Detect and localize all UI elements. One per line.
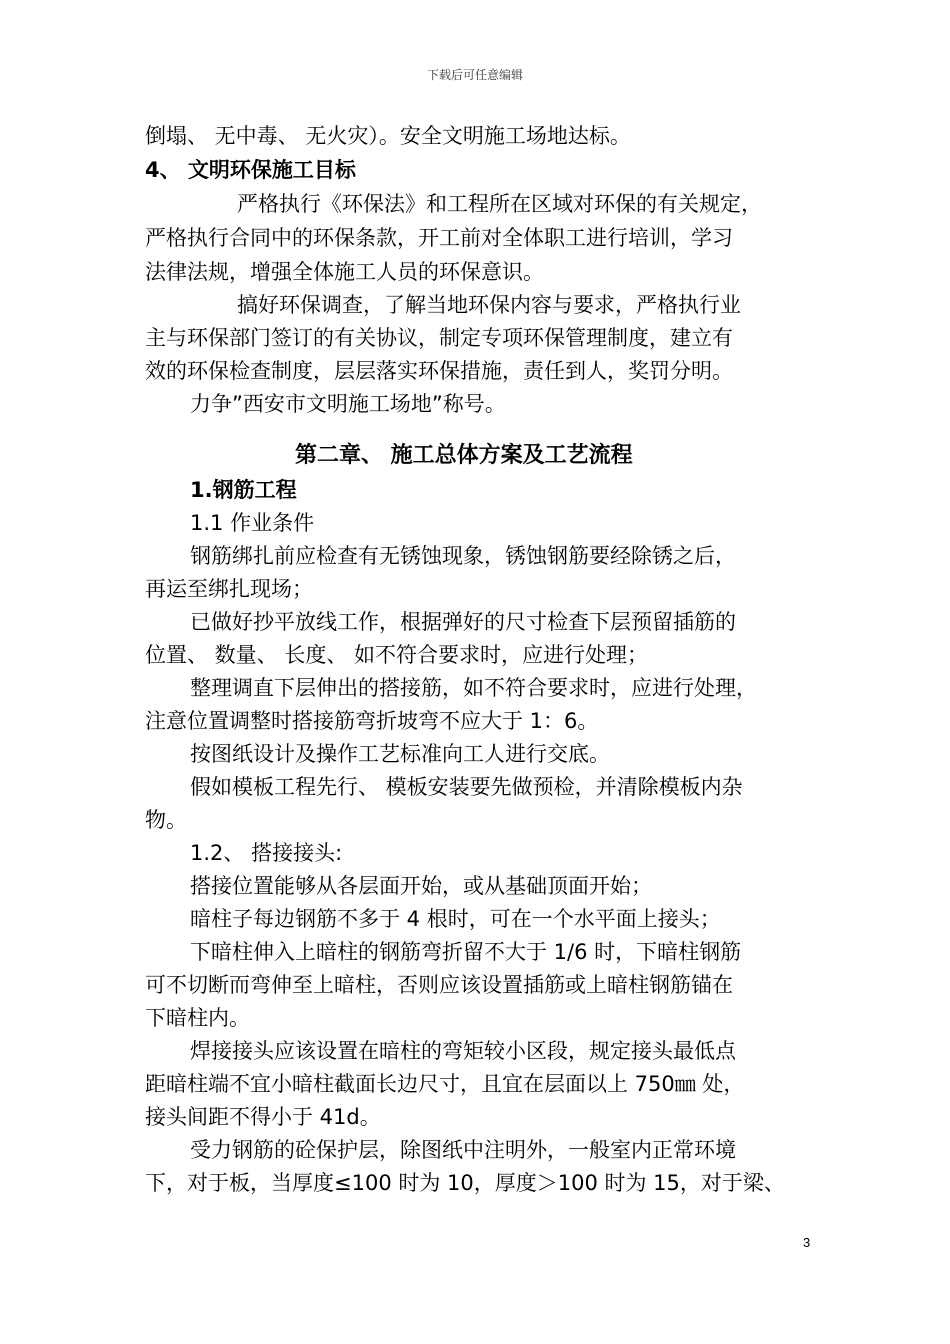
text-line: 倒塌、 无中毒、 无火灾）。安全文明施工场地达标。 <box>145 124 631 148</box>
text-line: 受力钢筋的砼保护层，除图纸中注明外，一般室内正常环境 <box>190 1138 736 1162</box>
text-line: 接头间距不得小于 41d。 <box>145 1105 381 1129</box>
text-line: 严格执行合同中的环保条款，开工前对全体职工进行培训，学习 <box>145 226 733 250</box>
text-line: 按图纸设计及操作工艺标准向工人进行交底。 <box>190 742 610 766</box>
text-line: 可不切断而弯伸至上暗柱，否则应该设置插筋或上暗柱钢筋锚在 <box>145 973 733 997</box>
page-header: 下载后可任意编辑 <box>426 68 523 82</box>
section-heading: 4、 文明环保施工目标 <box>145 158 356 182</box>
text-line: 位置、 数量、 长度、 如不符合要求时，应进行处理； <box>145 643 649 667</box>
text-line: 再运至绑扎现场； <box>145 577 313 601</box>
text-line: 搞好环保调查，了解当地环保内容与要求，严格执行业 <box>237 293 741 317</box>
text-line: 主与环保部门签订的有关协议，制定专项环保管理制度，建立有 <box>145 326 733 350</box>
page-number: 3 <box>803 1235 811 1250</box>
text-line: 钢筋绑扎前应检查有无锈蚀现象，锈蚀钢筋要经除锈之后， <box>190 544 736 568</box>
text-line: 距暗柱端不宜小暗柱截面长边尺寸，且宜在层面以上 750㎜ 处， <box>145 1072 745 1096</box>
text-line: 假如模板工程先行、 模板安装要先做预检，并清除模板内杂 <box>190 775 743 799</box>
subsection-heading: 1.2、 搭接接头: <box>190 841 343 865</box>
subsection-heading: 1.1 作业条件 <box>190 511 315 535</box>
text-line: 严格执行《环保法》和工程所在区域对环保的有关规定， <box>237 192 762 216</box>
text-line: 整理调直下层伸出的搭接筋，如不符合要求时，应进行处理， <box>190 676 757 700</box>
text-line: 物。 <box>145 808 187 832</box>
text-line: 注意位置调整时搭接筋弯折坡弯不应大于 1：6。 <box>145 709 599 733</box>
text-line: 搭接位置能够从各层面开始，或从基础顶面开始； <box>190 874 652 898</box>
chapter-title: 第二章、 施工总体方案及工艺流程 <box>295 443 633 468</box>
text-line: 下暗柱内。 <box>145 1006 250 1030</box>
text-line: 暗柱子每边钢筋不多于 4 根时，可在一个水平面上接头； <box>190 907 721 931</box>
section-heading: 1.钢筋工程 <box>190 478 297 502</box>
text-line: 法律法规，增强全体施工人员的环保意识。 <box>145 260 544 284</box>
text-line: 下，对于板，当厚度≤100 时为 10，厚度＞100 时为 15，对于梁、 <box>145 1171 785 1195</box>
text-line: 焊接接头应该设置在暗柱的弯矩较小区段，规定接头最低点 <box>190 1039 736 1063</box>
text-line: 下暗柱伸入上暗柱的钢筋弯折留不大于 1/6 时，下暗柱钢筋 <box>190 940 742 964</box>
text-line: 已做好抄平放线工作，根据弹好的尺寸检查下层预留插筋的 <box>190 610 736 634</box>
text-line: 效的环保检查制度，层层落实环保措施，责任到人，奖罚分明。 <box>145 359 733 383</box>
text-line: 力争”西安市文明施工场地”称号。 <box>190 392 506 416</box>
